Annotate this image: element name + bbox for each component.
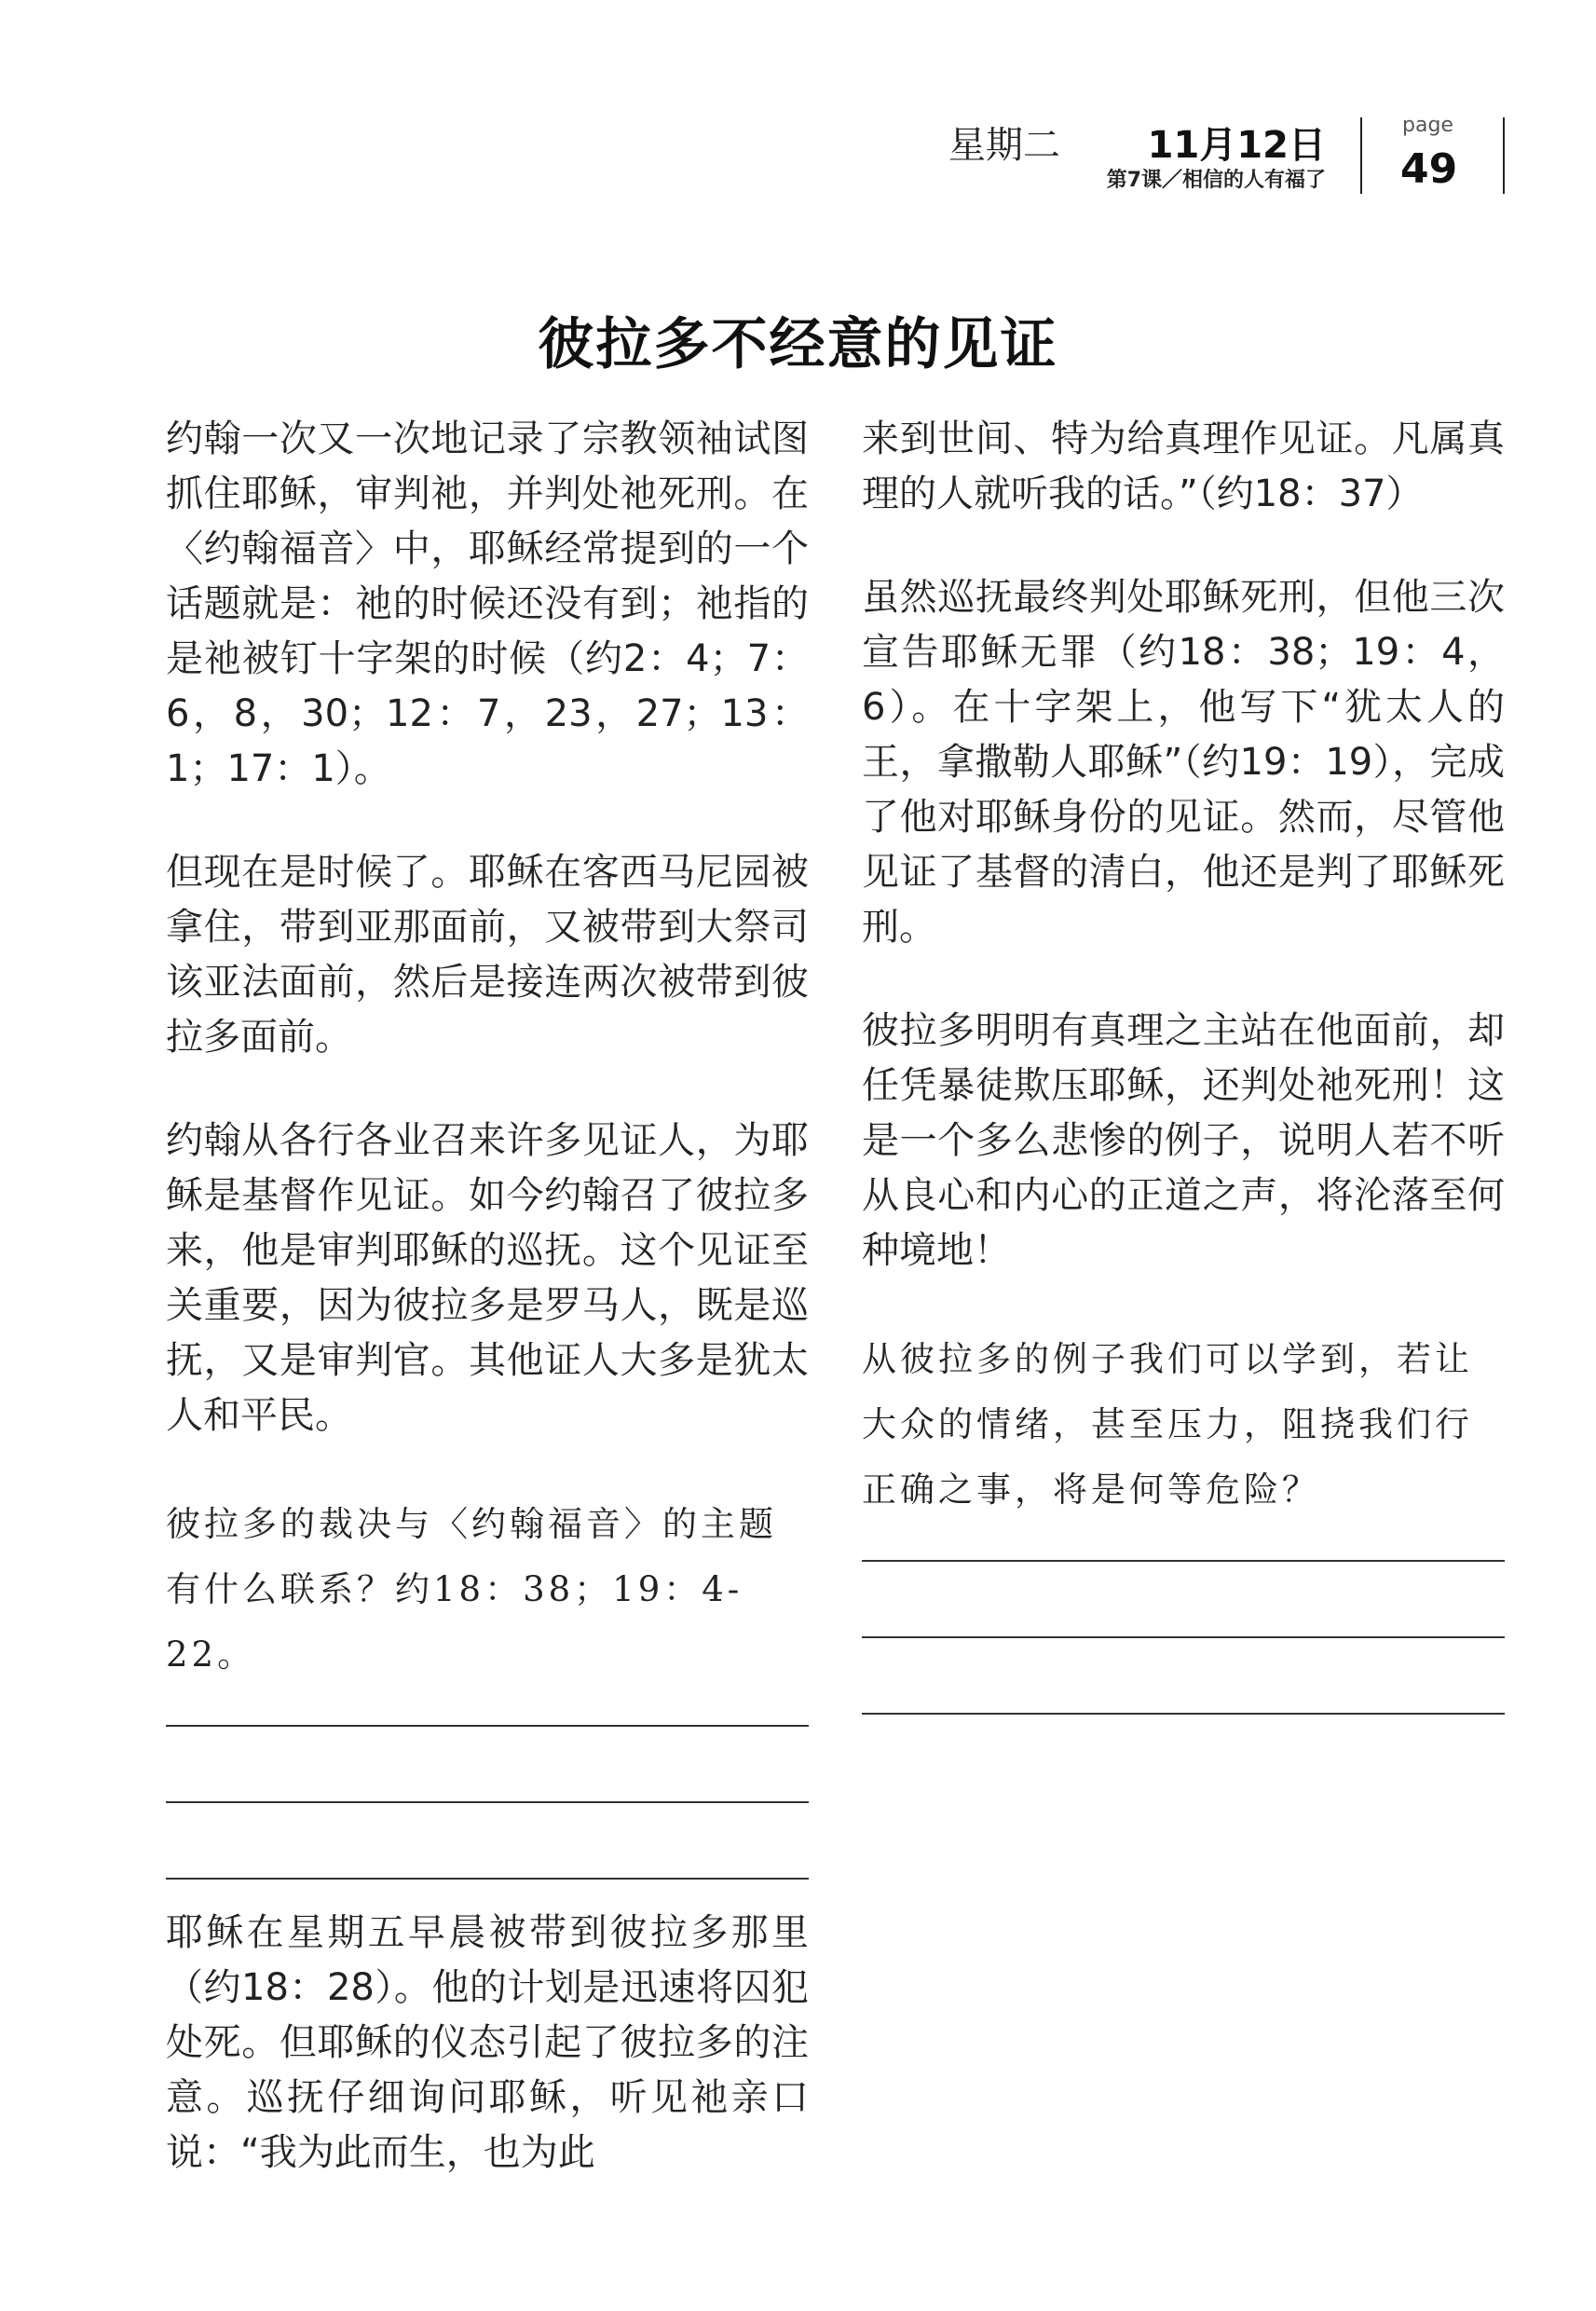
header-date: 11月12日 [1147, 124, 1326, 167]
study-question: 从彼拉多的例子我们可以学到，若让大众的情绪，甚至压力，阻挠我们行正确之事，将是何等危险？ [862, 1339, 1473, 1510]
page-header [0, 110, 1596, 222]
answer-line[interactable] [166, 1725, 809, 1727]
paragraph: 来到世间、特为给真理作见证。凡属真理的人就听我的话。”（约18：37） [862, 417, 1505, 515]
answer-line[interactable] [862, 1636, 1505, 1638]
paragraph: 虽然巡抚最终判处耶稣死刑，但他三次宣告耶稣无罪（约18：38；19：4，6）。在十字架上，他写下“犹太人的王，拿撒勒人耶稣”（约19：19），完成了他对耶稣身份的见证。然而，尽管他见证了基督的清白，他还是判了耶稣死刑。 [862, 576, 1505, 949]
header-day: 星期二 [948, 124, 1060, 167]
answer-line[interactable] [166, 1801, 809, 1803]
answer-lines[interactable] [862, 1560, 1505, 1715]
page-label: page [1402, 114, 1453, 137]
page-number: 49 [1400, 145, 1458, 193]
study-question: 彼拉多的裁决与〈约翰福音〉的主题有什么联系？约18：38；19：4-22。 [166, 1504, 777, 1675]
paragraph: 约翰一次又一次地记录了宗教领袖试图抓住耶稣，审判祂，并判处祂死刑。在〈约翰福音〉中，耶稣经常提到的一个话题就是：祂的时候还没有到；祂指的是祂被钉十字架的时候（约2：4；7：6，8，30；12：7，23，27；13：1；17：1）。 [166, 417, 809, 790]
paragraph: 约翰从各行各业召来许多见证人，为耶稣是基督作见证。如今约翰召了彼拉多来，他是审判耶稣的巡抚。这个见证至关重要，因为彼拉多是罗马人，既是巡抚，又是审判官。其他证人大多是犹太人和平民。 [166, 1119, 809, 1437]
page-title: 彼拉多不经意的见证 [538, 312, 1058, 377]
left-column [166, 412, 809, 2229]
header-divider [1360, 117, 1362, 194]
answer-line[interactable] [862, 1560, 1505, 1562]
answer-line[interactable] [166, 1878, 809, 1880]
header-divider-right [1503, 117, 1505, 194]
paragraph: 耶稣在星期五早晨被带到彼拉多那里（约18：28）。他的计划是迅速将囚犯处死。但耶稣的仪态引起了彼拉多的注意。巡抚仔细询问耶稣，听见祂亲口说：“我为此而生，也为此 [166, 1911, 809, 2174]
header-lesson: 第7课／相信的人有福了 [1106, 169, 1326, 192]
right-column [862, 412, 1505, 1715]
answer-line[interactable] [862, 1713, 1505, 1715]
paragraph: 彼拉多明明有真理之主站在他面前，却任凭暴徒欺压耶稣，还判处祂死刑！这是一个多么悲惨的例子，说明人若不听从良心和内心的正道之声，将沦落至何种境地！ [862, 1009, 1505, 1272]
answer-lines[interactable] [166, 1725, 809, 1880]
paragraph: 但现在是时候了。耶稣在客西马尼园被拿住，带到亚那面前，又被带到大祭司该亚法面前，然后是接连两次被带到彼拉多面前。 [166, 851, 809, 1059]
